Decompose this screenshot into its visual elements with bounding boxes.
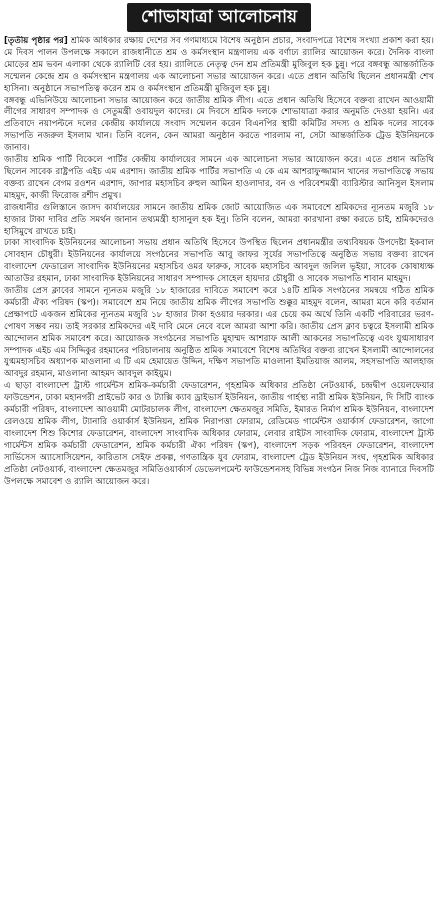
article-paragraph: এ ছাড়া বাংলাদেশ ট্রাস্ট গার্মেন্টস শ্রমিক-কর্মচারী ফেডারেশন, গৃহশ্রমিক অধিকার প্রতিষ্ঠা নেটওয়ার্ক, চন্দ্রদ্বীপ ওয়েলফেয়ার ফাউন্ডেশন, ঢাকা মহানগরী প্রাইভেট কার ও ট্যাক্সি ক্যাব ড্রাইভার্স ইউনিয়ন, জাতীয় গার্হস্থ্য নারী শ্রমিক ইউনিয়ন, দি সিটি ব্যাংক কর্মচারী পরিষদ, বাংলাদেশ আওয়ামী মোটরচালক লীগ, বাংলাদেশ ক্ষেতমজুর সমিতি, ইমারত নির্মাণ শ্রমিক ইউনিয়ন, বাংলাদেশ রেলওয়ে শ্রমিক লীগ, ট্যানারি ওয়ার্কার্স ইউনিয়ন, শ্রমিক নিরাপত্তা ফোরাম, রেডিমেড গার্মেন্টস ওয়ার্কার্স ফেডারেশন, জাগো বাংলাদেশ শিশু কিশোর ফেডারেশন, বাংলাদেশ সাংবাদিক অধিকার ফোরাম, লেবার রাইটস সাংবাদিক ফোরাম, বাংলাদেশ ট্রাস্ট গার্মেন্টস শ্রমিক কর্মচারী ফেডারেশন, শ্রমিক কর্মচারী ঐক্য পরিষদ (স্কপ), বাংলাদেশ সড়ক পরিবহন ফেডারেশন, বাংলাদেশ সার্ভিসেস অ্যাসোসিয়েশন, কারিতাস সেইফ প্রকল্প, গণতান্ত্রিক যুব ফোরাম, বাংলাদেশ ট্রেড ইউনিয়ন সংঘ, গৃহশ্রমিক অধিকার প্রতিষ্ঠা নেটওয়ার্ক, বাংলাদেশ ক্ষেতমজুর সমিতিওয়ার্কার্স ডেভেলপমেন্ট ফাউন্ডেশনসহ বিভিন্ন সংগঠন নিজ নিজ ব্যানারে দিবসটি উপলক্ষে সমাবেশ ও র‌্যালি আয়োজন করে। — [4, 381, 434, 487]
article-paragraph: ঢাকা সাংবাদিক ইউনিয়নের আলোচনা সভায় প্রধান অতিথি হিসেবে উপস্থিত ছিলেন প্রধানমন্ত্রীর তথ্যবিষয়ক উপদেষ্টা ইকবাল সোবহান চৌধুরী। ইউনিয়নের কার্যালয়ে সংগঠনের সভাপতি আবু জাফর সূর্যের সভাপতিত্বে অনুষ্ঠিত সভায় বক্তব্য রাখেন বাংলাদেশ ফেডারেল সাংবাদিক ইউনিয়নের মহাসচিব ওমর ফারুক, সাবেক মহাসচিব আবদুল জলিল ভূইয়া, সাবেক কোষাধ্যক্ষ আতাউর রহমান, ঢাকা সাংবাদিক ইউনিয়নের সাধারণ সম্পাদক সোহেল হায়দার চৌধুরী ও সাবেক সভাপতি শাবান মাহমুদ। — [4, 238, 434, 285]
continuation-marker: [তৃতীয় পৃষ্ঠার পর] — [4, 36, 68, 46]
article-paragraph: রাজধানীর গুলিস্তানে জাসদ কার্যালয়ের সামনে জাতীয় শ্রমিক জোট আয়োজিত এক সমাবেশে শ্রমিকদের ন্যূনতম মজুরি ১৮ হাজার টাকা দাবির প্রতি সমর্থন জানান তথ্যমন্ত্রী হাসানুল হক ইনু। তিনি বলেন, আমরা কারখানা রক্ষা করতে চাই, শ্রমিকদেরও হাসিমুখে রাখতে চাই। — [4, 202, 434, 237]
article-paragraph: জাতীয় শ্রমিক পার্টি বিকেলে পার্টির কেন্দ্রীয় কার্যালয়ের সামনে এক আলোচনা সভার আয়োজন করে। এতে প্রধান অতিথি ছিলেন সাবেক রাষ্ট্রপতি এইচ এম এরশাদ। জাতীয় শ্রমিক পার্টির সভাপতি এ কে এম আশরাফুজ্জামান খানের সভাপতিত্বে সভায় বক্তব্য রাখেন বেগম রওশন এরশাদ, জাপার মহাসচিব রুহুল আমিন হাওলাদার, বন ও পরিবেশমন্ত্রী ব্যারিস্টার আনিসুল ইসলাম মাহমুদ, কাজী ফিরোজ রশীদ প্রমুখ। — [4, 155, 434, 201]
article-body — [4, 36, 434, 488]
headline-bar — [4, 3, 434, 32]
article-paragraph: জাতীয় প্রেস ক্লাবের সামনে ন্যূনতম মজুরি ১৮ হাজারের দাবিতে সমাবেশ করে ১৪টি শ্রমিক সংগঠনের সমন্বয়ে গঠিত শ্রমিক কর্মচারী ঐক্য পরিষদ (স্কপ)। সমাবেশে শ্রম নিয়ে জাতীয় শ্রমিক লীগের সভাপতি শুক্কুর মাহমুদ বলেন, আমরা মনে করি বর্তমান প্রেক্ষাপটে একজন শ্রমিকের ন্যূনতম মজুরি ১৮ হাজার টাকা হওয়ার দরকার। এর চেয়ে কম অর্থে তিনি একটি পরিবারের ভরণ-পোষণ সম্ভব নয়। তাই সরকার শ্রমিকদের এই দাবি মেনে নেবে বলে আমরা আশা করি। জাতীয় প্রেস ক্লাব চত্বরে ইসলামী শ্রমিক আন্দোলন শ্রমিক সমাবেশ করে। আয়োজক সংগঠনের সভাপতি মুহাম্মদ আশরাফ আলী আকনের সভাপতিত্বে এবং যুগ্মসাধারণ সম্পাদক এইচ এম সিদ্দিকুর রহমানের পরিচালনায় অনুষ্ঠিত শ্রমিক সমাবেশে বিশেষ অতিথির বক্তব্য রাখেন ইসলামী আন্দোলনের যুগ্মমহাসচিব অধ্যাপক মাওলানা এ টি এম হেমায়েত উদ্দিন, দক্ষিণ সভাপতি মাওলানা ইমতিয়াজ আলম, সহসভাপতি আলহাজ আবদুর রহমান, মাওলানা আহমদ আবদুল কাইয়ুম। — [4, 286, 434, 380]
paragraph-text: শ্রমিক অধিকার রক্ষায় দেশের সব গণমাধ্যমে বিশেষ অনুষ্ঠান প্রচার, সংবাদপত্রে বিশেষ সংখ্যা প্রকাশ করা হয়। মে দিবস পালন উপলক্ষে সকালে রাজধানীতে শ্রম ও কর্মসংস্থান মন্ত্রণালয় এক বর্ণাঢ্য র‌্যালির আয়োজন করে। দৈনিক বাংলা মোড়ের শ্রম ভবন এলাকা থেকে র‌্যালিটি বের হয়। র‌্যালিতে নেতৃত্ব দেন শ্রম প্রতিমন্ত্রী মুজিবুল হক চুন্নু। পরে বঙ্গবন্ধু আন্তর্জাতিক সম্মেলন কেন্দ্রে শ্রম ও কর্মসংস্থান মন্ত্রণালয় এক আলোচনা সভার আয়োজন করে। এতে প্রধান অতিথি ছিলেন প্রধানমন্ত্রী শেখ হাসিনা। অনুষ্ঠানে সভাপতিত্ব করেন শ্রম ও কর্মসংস্থান প্রতিমন্ত্রী মুজিবুল হক চুন্নু। — [4, 36, 434, 94]
article-paragraph — [4, 36, 434, 96]
article-paragraph: বঙ্গবন্ধু এভিনিউয়ে আলোচনা সভার আয়োজন করে জাতীয় শ্রমিক লীগ। এতে প্রধান অতিথি হিসেবে বক্তব্য রাখেন আওয়ামী লীগের সাধারণ সম্পাদক ও সেতুমন্ত্রী ওবায়দুল কাদের। মে দিবসে শ্রমিক দলকে শোভাযাত্রা করার অনুমতি দেওয়া হয়নি। এর প্রতিবাদে নয়াপল্টনে দলের কেন্দ্রীয় কার্যালয়ে সংবাদ সম্মেলন করেন বিএনপির স্থায়ী কমিটির সদস্য ও শ্রমিক দলের সাবেক সভাপতি নজরুল ইসলাম খান। তিনি বলেন, কেন আমরা অনুষ্ঠান করতে পারলাম না, সেটা আন্তর্জাতিক ট্রেড ইউনিয়নকে জানাব। — [4, 95, 434, 154]
article-headline: শোভাযাত্রা আলোচনায় — [127, 3, 311, 32]
